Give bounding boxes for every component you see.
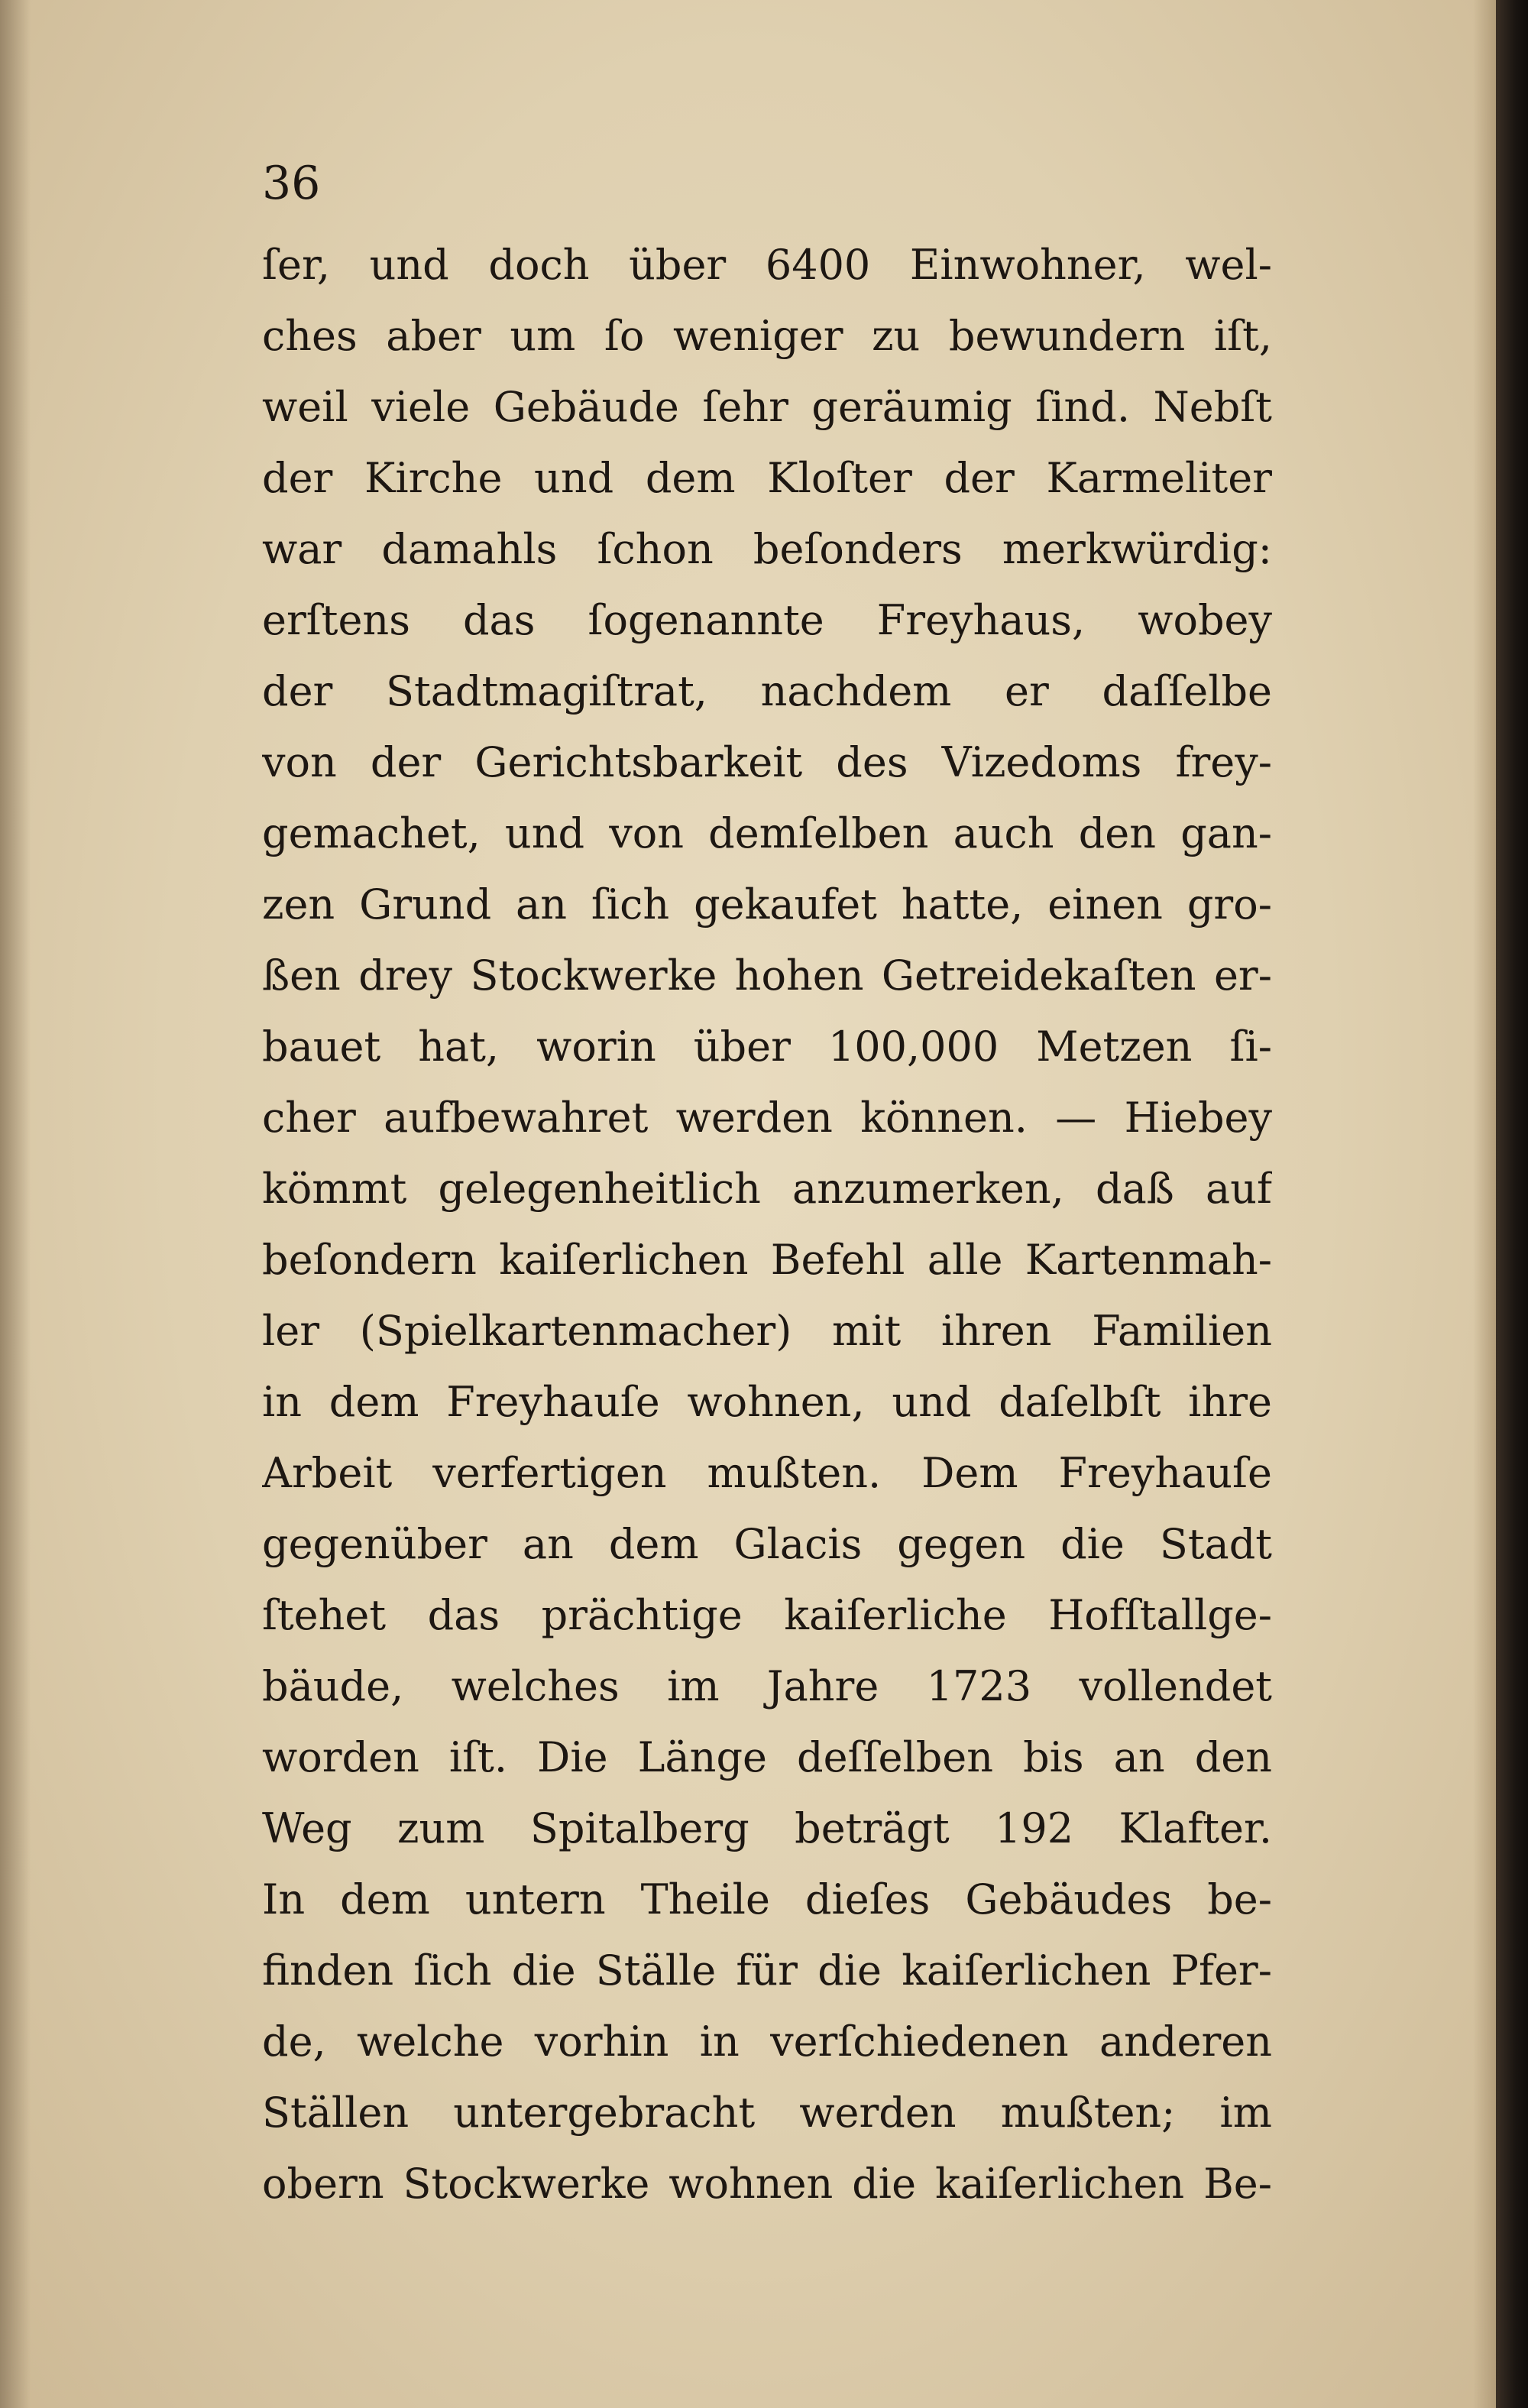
text-line: zen Grund an ſich gekaufet hatte, einen gro- <box>262 880 1272 929</box>
text-line: ſer, und doch über 6400 Einwohner, wel- <box>262 241 1272 289</box>
text-line: ßen drey Stockwerke hohen Getreidekaſten er- <box>262 951 1272 1000</box>
body-text <box>262 229 1272 2219</box>
text-line: worden iſt. Die Länge deſſelben bis an den <box>262 1733 1272 1781</box>
text-line: cher aufbewahret werden können. — Hiebey <box>262 1094 1272 1142</box>
text-line: Weg zum Spitalberg beträgt 192 Klafter. <box>262 1804 1272 1852</box>
text-line: ſtehet das prächtige kaiſerliche Hofſtallge- <box>262 1591 1272 1639</box>
text-line: weil viele Gebäude ſehr geräumig ſind. Nebſt <box>262 383 1272 431</box>
text-line: gemachet, und von demſelben auch den gan- <box>262 809 1272 857</box>
text-line: kömmt gelegenheitlich anzumerken, daß auf <box>262 1165 1272 1213</box>
text-line: ches aber um ſo weniger zu bewundern iſt, <box>262 312 1272 360</box>
book-edge <box>1496 0 1528 2408</box>
text-line: der Kirche und dem Kloſter der Karmeliter <box>262 454 1272 502</box>
text-line: gegenüber an dem Glacis gegen die Stadt <box>262 1520 1272 1568</box>
text-line: bauet hat, worin über 100,000 Metzen ſi- <box>262 1023 1272 1071</box>
text-line: obern Stockwerke wohnen die kaiſerlichen Be- <box>262 2160 1272 2208</box>
text-line: in dem Freyhauſe wohnen, und daſelbſt ihre <box>262 1378 1272 1426</box>
text-line: Arbeit verfertigen mußten. Dem Freyhauſe <box>262 1449 1272 1497</box>
text-line: erſtens das ſogenannte Freyhaus, wobey <box>262 596 1272 644</box>
text-line: beſondern kaiſerlichen Befehl alle Kartenmah- <box>262 1236 1272 1284</box>
page-number: 36 <box>262 157 321 210</box>
text-line: war damahls ſchon beſonders merkwürdig: <box>262 525 1272 573</box>
text-line: de, welche vorhin in verſchiedenen anderen <box>262 2017 1272 2066</box>
text-line: Ställen untergebracht werden mußten; im <box>262 2089 1272 2137</box>
text-line: von der Gerichtsbarkeit des Vizedoms frey- <box>262 738 1272 786</box>
text-line: In dem untern Theile dieſes Gebäudes be- <box>262 1875 1272 1923</box>
text-line: finden ſich die Ställe für die kaiſerlichen Pfer- <box>262 1946 1272 1995</box>
text-line: ler (Spielkartenmacher) mit ihren Familien <box>262 1307 1272 1355</box>
text-line: der Stadtmagiſtrat, nachdem er daſſelbe <box>262 667 1272 715</box>
text-line: bäude, welches im Jahre 1723 vollendet <box>262 1662 1272 1710</box>
